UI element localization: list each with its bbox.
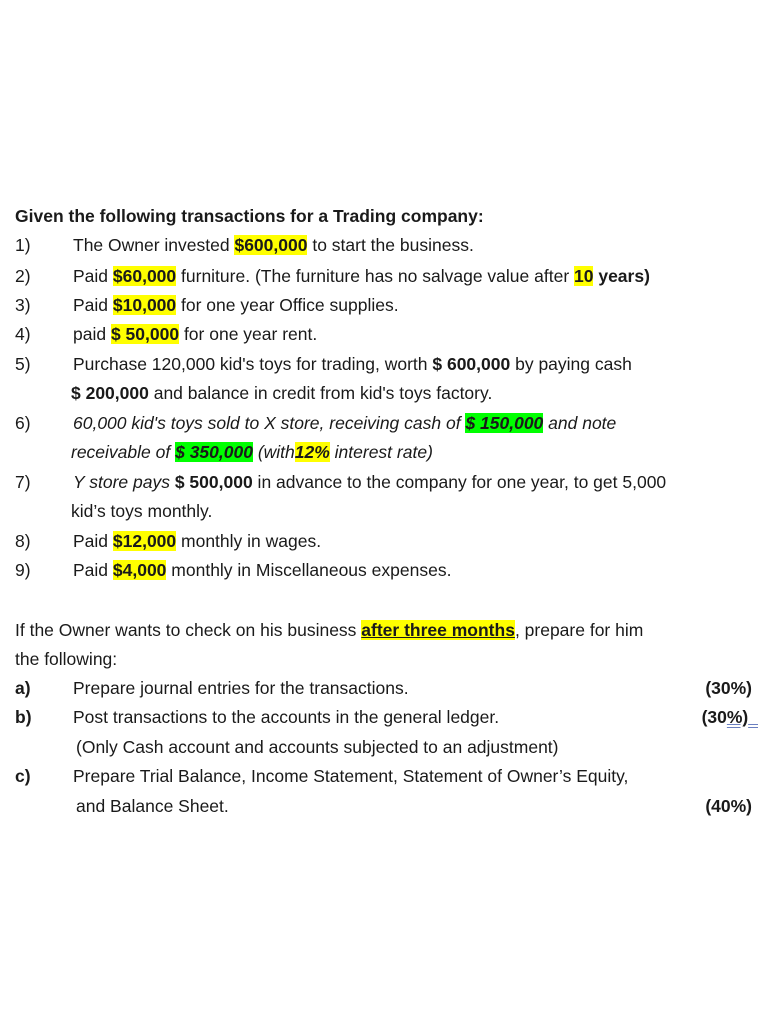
task-a	[15, 674, 760, 703]
task-text: Prepare journal entries for the transactions.	[73, 678, 409, 698]
transaction-7-continued	[15, 497, 760, 526]
task-weight: (30%)	[701, 707, 749, 727]
task-weight: (30%)	[705, 678, 752, 698]
heading	[15, 202, 760, 231]
highlighted-years: 10	[574, 266, 594, 286]
task-b	[15, 703, 760, 732]
transaction-6	[15, 409, 760, 438]
transaction-7	[15, 468, 760, 497]
transaction-text: Paid $12,000 monthly in wages.	[73, 531, 322, 551]
task-c	[15, 762, 760, 791]
amount: $ 200,000	[71, 383, 149, 403]
highlighted-amount: $12,000	[112, 531, 177, 551]
transaction-text: $ 200,000 and balance in credit from kid's toys factory.	[71, 383, 493, 403]
task-text: (Only Cash account and accounts subjected to an adjustment)	[76, 737, 559, 757]
transaction-text: Y store pays $ 500,000 in advance to the company for one year, to get 5,000	[73, 472, 667, 492]
transaction-text: receivable of $ 350,000 (with12% interest rate)	[71, 442, 433, 462]
transaction-number: 1)	[15, 235, 31, 255]
highlighted-amount: $10,000	[112, 295, 177, 315]
transaction-number: 7)	[15, 472, 31, 492]
task-letter: a)	[15, 678, 31, 698]
transaction-1	[15, 231, 760, 260]
transaction-3	[15, 291, 760, 320]
transaction-9	[15, 556, 760, 585]
transaction-text: kid’s toys monthly.	[71, 501, 213, 521]
amount: $ 600,000	[432, 354, 511, 374]
highlighted-rate: 12%	[294, 442, 330, 462]
transaction-8	[15, 527, 760, 556]
transaction-text: The Owner invested $600,000 to start the business.	[73, 235, 474, 255]
task-letter: b)	[15, 707, 32, 727]
highlighted-period: after three months	[361, 620, 515, 640]
transaction-number: 2)	[15, 266, 31, 286]
highlighted-amount: $60,000	[112, 266, 177, 286]
transaction-text: Purchase 120,000 kid's toys for trading, worth $ 600,000 by paying cash	[73, 354, 632, 374]
highlighted-amount: $ 150,000	[465, 413, 544, 433]
transaction-number: 3)	[15, 295, 31, 315]
transaction-text: 60,000 kid's toys sold to X store, receiving cash of $ 150,000 and note	[73, 413, 617, 433]
highlighted-amount: $ 350,000	[175, 442, 253, 462]
transaction-text: Paid $10,000 for one year Office supplies.	[73, 295, 399, 315]
task-letter: c)	[15, 766, 31, 786]
amount: $ 500,000	[174, 472, 253, 492]
instructions-intro: If the Owner wants to check on his business after three months, prepare for him	[15, 620, 644, 640]
task-text: Post transactions to the accounts in the general ledger.	[73, 707, 500, 727]
transaction-number: 6)	[15, 413, 31, 433]
transaction-5-continued	[15, 379, 760, 408]
task-text: and Balance Sheet.	[76, 796, 229, 816]
task-text: Prepare Trial Balance, Income Statement, Statement of Owner’s Equity,	[73, 766, 629, 786]
task-c-continued	[15, 792, 760, 821]
transaction-text: Paid $60,000 furniture. (The furniture has no salvage value after 10 years)	[73, 266, 650, 286]
instructions-intro-continued: the following:	[15, 649, 118, 669]
highlighted-amount: $600,000	[234, 235, 308, 255]
transaction-6-continued	[15, 438, 760, 467]
transaction-4	[15, 320, 760, 349]
task-b-continued	[15, 733, 760, 762]
highlighted-amount: $4,000	[112, 560, 167, 580]
transaction-number: 4)	[15, 324, 31, 344]
heading-text: Given the following transactions for a Trading company:	[15, 206, 484, 226]
transaction-number: 8)	[15, 531, 31, 551]
transaction-number: 5)	[15, 354, 31, 374]
task-weight: (40%)	[705, 796, 752, 816]
transaction-text: paid $ 50,000 for one year rent.	[73, 324, 318, 344]
transaction-5	[15, 350, 760, 379]
transaction-2	[15, 262, 760, 291]
transaction-text: Paid $4,000 monthly in Miscellaneous expenses.	[73, 560, 452, 580]
transaction-number: 9)	[15, 560, 31, 580]
highlighted-amount: $ 50,000	[110, 324, 180, 344]
